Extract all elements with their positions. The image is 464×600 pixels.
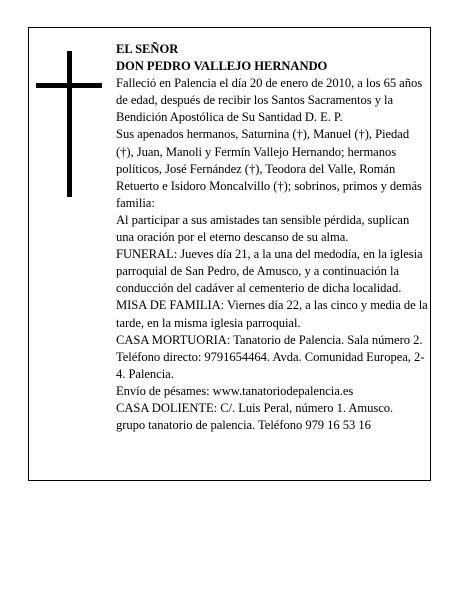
cross-icon <box>36 51 102 197</box>
family-home-address: CASA DOLIENTE: C/. Luis Peral, número 1. Amusco. <box>116 400 394 415</box>
funeral-info: FUNERAL: Jueves día 21, a la una del medodía, en la iglesia parroquial de San Pedro, de Amusco, y a continuación la conducción del cadáver al cementerio de dicha localidad. <box>116 247 423 296</box>
cross-vertical-bar <box>67 51 72 197</box>
obituary-text <box>116 41 428 434</box>
deceased-name: DON PEDRO VALLEJO HERNANDO <box>116 59 328 74</box>
family-mass-info: MISA DE FAMILIA: Viernes día 22, a las cinco y media de la tarde, en la misma iglesia parroquial. <box>116 298 428 330</box>
heading-title: EL SEÑOR <box>116 42 179 56</box>
cross-horizontal-bar <box>36 83 102 88</box>
family-mourners: Sus apenados hermanos, Saturnina (†), Manuel (†), Piedad (†), Juan, Manoli y Fermín Vallejo Hernando; hermanos políticos, José Fernández (†), Teodora del Valle, Román Retuerto e Isidoro Moncalvillo (†); sobrinos, primos y demás familia: <box>116 127 422 210</box>
obituary-notice <box>28 27 431 481</box>
death-announcement: Falleció en Palencia el día 20 de enero de 2010, a los 65 años de edad, después de recibir los Santos Sacramentos y la Bendición Apostólica de Su Santidad D. E. P. <box>116 76 423 125</box>
prayer-request: Al participar a sus amistades tan sensible pérdida, suplican una oración por el eterno descanso de su alma. <box>116 212 410 245</box>
funeral-group-phone: grupo tanatorio de palencia. Teléfono 979 16 53 16 <box>116 418 371 433</box>
funeral-home-info: CASA MORTUORIA: Tanatorio de Palencia. Sala número 2. Teléfono directo: 9791654464. Avda. Comunidad Europea, 2-4. Palencia. <box>116 332 425 381</box>
condolences-website: Envío de pésames: www.tanatoriodepalencia.es <box>116 383 354 398</box>
